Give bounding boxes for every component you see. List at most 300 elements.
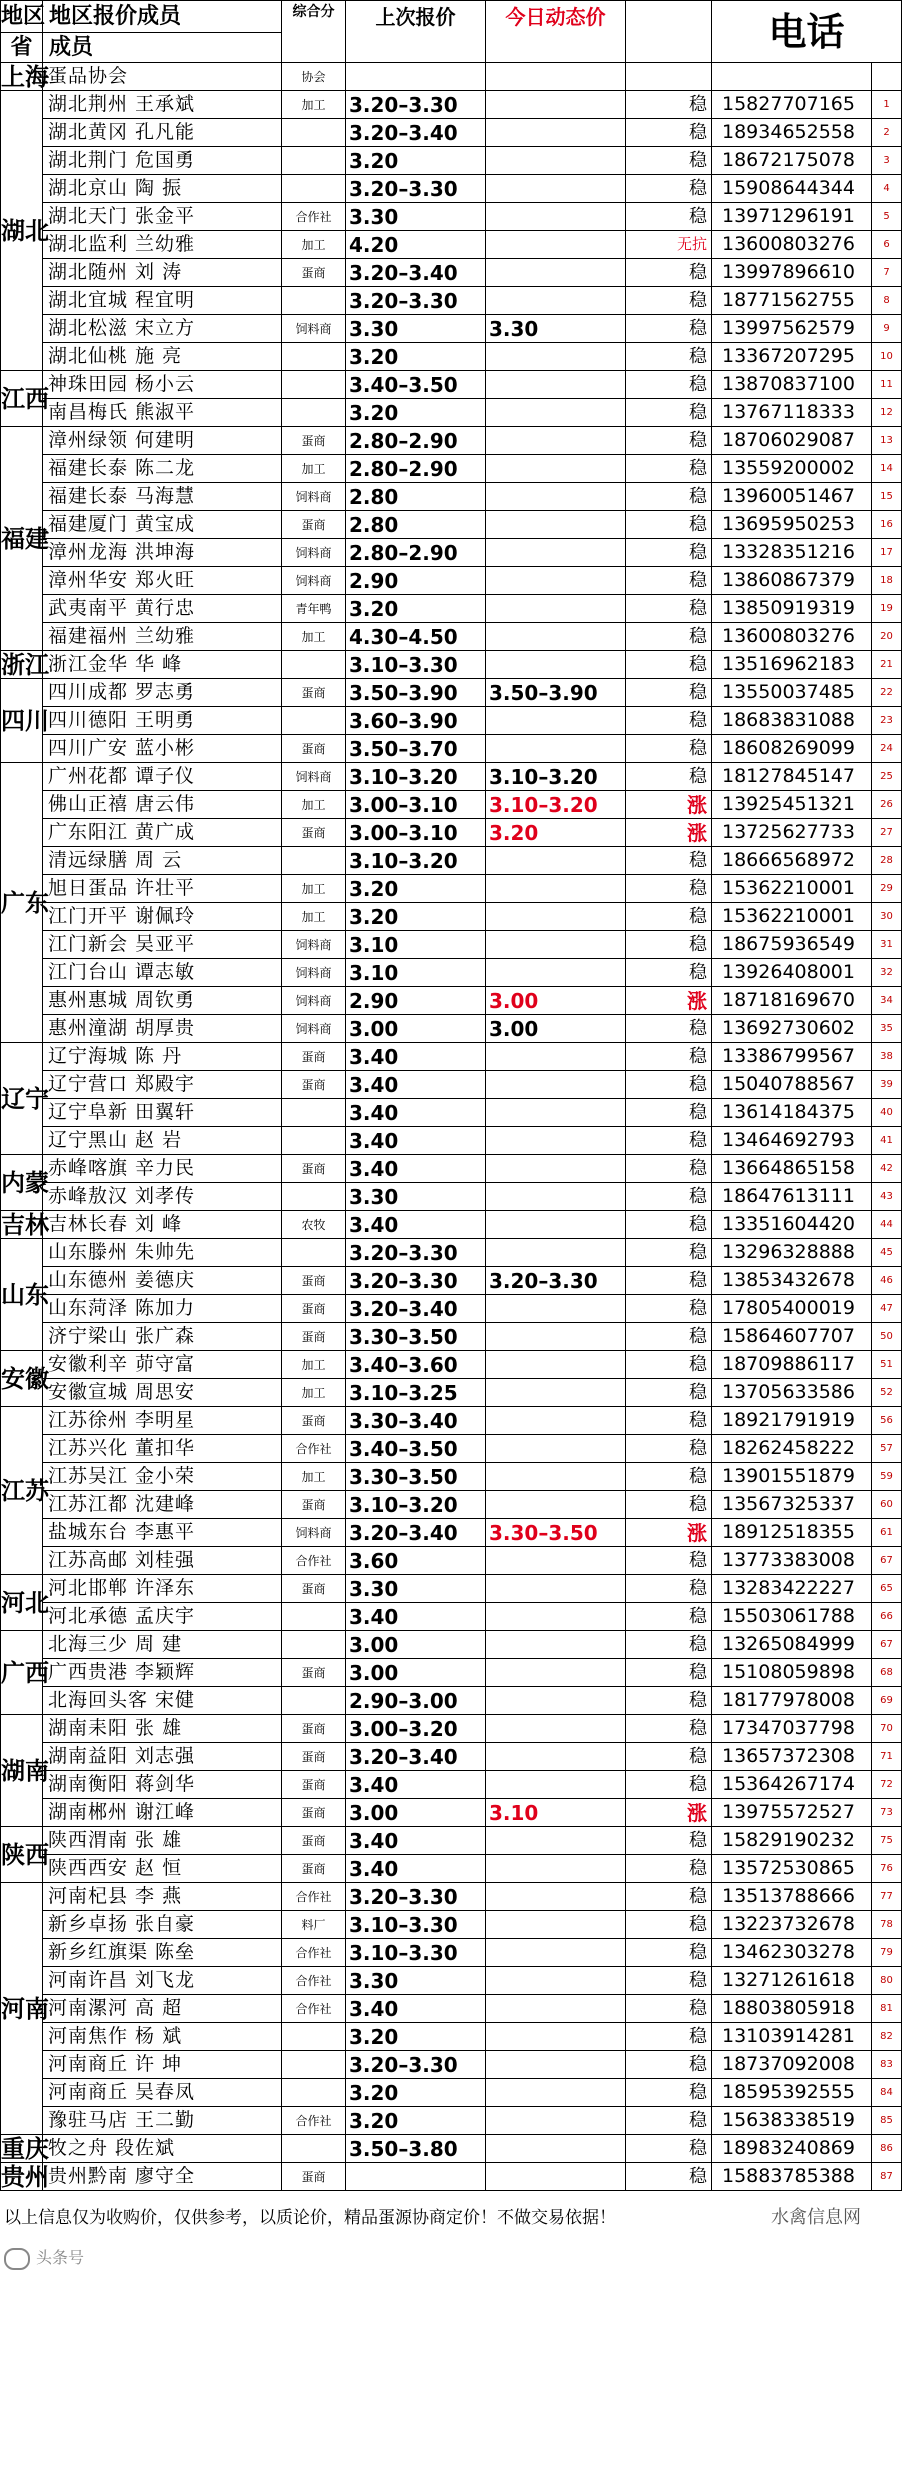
member-name: 山东德州 姜德庆 bbox=[43, 1267, 282, 1295]
table-row bbox=[1, 91, 902, 119]
member-number: 28 bbox=[872, 847, 902, 875]
trend-cell: 稳 bbox=[626, 2051, 712, 2079]
member-number: 8 bbox=[872, 287, 902, 315]
last-price: 3.40 bbox=[346, 1855, 486, 1883]
member-type: 农牧 bbox=[282, 1211, 346, 1239]
member-type: 饲料商 bbox=[282, 315, 346, 343]
member-type: 加工 bbox=[282, 903, 346, 931]
province-cell: 陕西 bbox=[1, 1827, 43, 1883]
last-price: 3.20 bbox=[346, 147, 486, 175]
member-type: 蛋商 bbox=[282, 819, 346, 847]
member-type bbox=[282, 1603, 346, 1631]
member-type: 蛋商 bbox=[282, 1323, 346, 1351]
member-name: 南昌梅氏 熊淑平 bbox=[43, 399, 282, 427]
member-name: 江苏江都 沈建峰 bbox=[43, 1491, 282, 1519]
last-price: 3.10–3.25 bbox=[346, 1379, 486, 1407]
trend-cell: 稳 bbox=[626, 1267, 712, 1295]
last-price: 3.30 bbox=[346, 1575, 486, 1603]
today-price bbox=[486, 2079, 626, 2107]
member-number: 10 bbox=[872, 343, 902, 371]
trend-cell: 稳 bbox=[626, 315, 712, 343]
member-name: 济宁梁山 张广森 bbox=[43, 1323, 282, 1351]
table-row bbox=[1, 315, 902, 343]
last-price: 3.40 bbox=[346, 1995, 486, 2023]
province-cell: 河南 bbox=[1, 1883, 43, 2135]
member-name: 北海三少 周 建 bbox=[43, 1631, 282, 1659]
today-price: 3.10–3.20 bbox=[486, 763, 626, 791]
last-price: 3.40 bbox=[346, 1071, 486, 1099]
table-row bbox=[1, 1267, 902, 1295]
today-price bbox=[486, 2135, 626, 2163]
member-name: 山东菏泽 陈加力 bbox=[43, 1295, 282, 1323]
today-price bbox=[486, 1911, 626, 1939]
member-number: 7 bbox=[872, 259, 902, 287]
member-name: 江门开平 谢佩玲 bbox=[43, 903, 282, 931]
phone-number: 15638338519 bbox=[712, 2107, 872, 2135]
table-row bbox=[1, 1435, 902, 1463]
member-type bbox=[282, 343, 346, 371]
trend-cell: 稳 bbox=[626, 1827, 712, 1855]
member-type: 合作社 bbox=[282, 1995, 346, 2023]
today-price bbox=[486, 707, 626, 735]
table-row bbox=[1, 735, 902, 763]
member-name: 北海回头客 宋健 bbox=[43, 1687, 282, 1715]
member-name: 湖北宜城 程宜明 bbox=[43, 287, 282, 315]
today-price bbox=[486, 1239, 626, 1267]
member-number: 66 bbox=[872, 1603, 902, 1631]
phone-number: 15827707165 bbox=[712, 91, 872, 119]
member-type: 合作社 bbox=[282, 1547, 346, 1575]
trend-cell: 稳 bbox=[626, 539, 712, 567]
today-price bbox=[486, 931, 626, 959]
table-row bbox=[1, 595, 902, 623]
member-name: 赤峰喀旗 辛力民 bbox=[43, 1155, 282, 1183]
table-row bbox=[1, 2163, 902, 2191]
province-cell: 江苏 bbox=[1, 1407, 43, 1575]
last-price: 3.40 bbox=[346, 1127, 486, 1155]
phone-number: 13850919319 bbox=[712, 595, 872, 623]
today-price bbox=[486, 539, 626, 567]
table-row bbox=[1, 1967, 902, 1995]
header-today-price: 今日动态价 bbox=[486, 1, 626, 63]
member-number: 41 bbox=[872, 1127, 902, 1155]
phone-number: 13559200002 bbox=[712, 455, 872, 483]
phone-number: 13860867379 bbox=[712, 567, 872, 595]
trend-cell: 稳 bbox=[626, 399, 712, 427]
member-type: 协会 bbox=[282, 63, 346, 91]
phone-number: 18666568972 bbox=[712, 847, 872, 875]
trend-cell: 稳 bbox=[626, 1855, 712, 1883]
member-type: 蛋商 bbox=[282, 1491, 346, 1519]
table-row bbox=[1, 903, 902, 931]
last-price: 2.80 bbox=[346, 483, 486, 511]
today-price bbox=[486, 903, 626, 931]
today-price bbox=[486, 1631, 626, 1659]
phone-number: 15829190232 bbox=[712, 1827, 872, 1855]
phone-number: 13600803276 bbox=[712, 231, 872, 259]
phone-number: 13103914281 bbox=[712, 2023, 872, 2051]
today-price bbox=[486, 511, 626, 539]
member-type: 合作社 bbox=[282, 1967, 346, 1995]
table-row bbox=[1, 511, 902, 539]
trend-cell: 稳 bbox=[626, 1687, 712, 1715]
table-row bbox=[1, 203, 902, 231]
today-price bbox=[486, 735, 626, 763]
phone-number: 17805400019 bbox=[712, 1295, 872, 1323]
table-row bbox=[1, 567, 902, 595]
phone-number: 15864607707 bbox=[712, 1323, 872, 1351]
member-type: 蛋商 bbox=[282, 1771, 346, 1799]
header-member-group: 地区报价成员 bbox=[43, 1, 282, 33]
today-price bbox=[486, 2107, 626, 2135]
member-number: 81 bbox=[872, 1995, 902, 2023]
phone-number: 13464692793 bbox=[712, 1127, 872, 1155]
province-cell: 辽宁 bbox=[1, 1043, 43, 1155]
last-price: 3.10–3.30 bbox=[346, 1939, 486, 1967]
member-name: 漳州龙海 洪坤海 bbox=[43, 539, 282, 567]
member-type bbox=[282, 1127, 346, 1155]
today-price bbox=[486, 1687, 626, 1715]
member-name: 盐城东台 李惠平 bbox=[43, 1519, 282, 1547]
member-name: 浙江金华 华 峰 bbox=[43, 651, 282, 679]
trend-cell bbox=[626, 63, 712, 91]
today-price bbox=[486, 455, 626, 483]
member-name: 惠州潼湖 胡厚贵 bbox=[43, 1015, 282, 1043]
last-price: 3.20–3.40 bbox=[346, 259, 486, 287]
table-row bbox=[1, 2023, 902, 2051]
member-name: 湖北荆州 王承斌 bbox=[43, 91, 282, 119]
last-price: 3.50–3.80 bbox=[346, 2135, 486, 2163]
last-price: 3.00 bbox=[346, 1015, 486, 1043]
member-type: 料厂 bbox=[282, 1911, 346, 1939]
member-number: 17 bbox=[872, 539, 902, 567]
phone-number: 18718169670 bbox=[712, 987, 872, 1015]
member-number: 2 bbox=[872, 119, 902, 147]
member-name: 山东滕州 朱帅先 bbox=[43, 1239, 282, 1267]
trend-cell: 稳 bbox=[626, 707, 712, 735]
member-type: 加工 bbox=[282, 791, 346, 819]
member-number: 24 bbox=[872, 735, 902, 763]
member-name: 河北邯郸 许泽东 bbox=[43, 1575, 282, 1603]
member-number: 32 bbox=[872, 959, 902, 987]
phone-number: 13870837100 bbox=[712, 371, 872, 399]
phone-number bbox=[712, 63, 872, 91]
last-price: 2.80–2.90 bbox=[346, 455, 486, 483]
member-type: 合作社 bbox=[282, 1939, 346, 1967]
today-price bbox=[486, 1575, 626, 1603]
member-type: 饲料商 bbox=[282, 987, 346, 1015]
phone-number: 13925451321 bbox=[712, 791, 872, 819]
phone-number: 15362210001 bbox=[712, 903, 872, 931]
member-name: 河南许昌 刘飞龙 bbox=[43, 1967, 282, 1995]
member-number: 39 bbox=[872, 1071, 902, 1099]
today-price: 3.00 bbox=[486, 987, 626, 1015]
member-number: 80 bbox=[872, 1967, 902, 1995]
today-price: 3.50–3.90 bbox=[486, 679, 626, 707]
member-type bbox=[282, 707, 346, 735]
last-price: 3.10–3.30 bbox=[346, 651, 486, 679]
table-row bbox=[1, 1491, 902, 1519]
last-price: 3.40–3.60 bbox=[346, 1351, 486, 1379]
table-row bbox=[1, 1043, 902, 1071]
member-name: 河南杞县 李 燕 bbox=[43, 1883, 282, 1911]
watermark-logo-icon bbox=[4, 2248, 30, 2270]
table-row bbox=[1, 231, 902, 259]
phone-number: 13695950253 bbox=[712, 511, 872, 539]
phone-number: 13926408001 bbox=[712, 959, 872, 987]
last-price: 3.20 bbox=[346, 2107, 486, 2135]
trend-cell: 稳 bbox=[626, 1351, 712, 1379]
table-row bbox=[1, 287, 902, 315]
today-price bbox=[486, 147, 626, 175]
table-row bbox=[1, 1351, 902, 1379]
member-name: 惠州惠城 周钦勇 bbox=[43, 987, 282, 1015]
trend-cell: 稳 bbox=[626, 287, 712, 315]
member-number: 46 bbox=[872, 1267, 902, 1295]
member-name: 赤峰敖汉 刘孝传 bbox=[43, 1183, 282, 1211]
member-name: 福建长泰 马海慧 bbox=[43, 483, 282, 511]
last-price bbox=[346, 2163, 486, 2191]
member-number: 67 bbox=[872, 1631, 902, 1659]
last-price: 3.40 bbox=[346, 1099, 486, 1127]
last-price: 3.30 bbox=[346, 1967, 486, 1995]
table-row bbox=[1, 371, 902, 399]
today-price bbox=[486, 1435, 626, 1463]
member-number: 16 bbox=[872, 511, 902, 539]
last-price: 3.20–3.40 bbox=[346, 119, 486, 147]
phone-number: 13975572527 bbox=[712, 1799, 872, 1827]
today-price bbox=[486, 483, 626, 511]
phone-number: 15040788567 bbox=[712, 1071, 872, 1099]
member-type: 饲料商 bbox=[282, 959, 346, 987]
today-price: 3.10 bbox=[486, 1799, 626, 1827]
table-row bbox=[1, 1155, 902, 1183]
member-name: 四川成都 罗志勇 bbox=[43, 679, 282, 707]
member-name: 广东阳江 黄广成 bbox=[43, 819, 282, 847]
today-price bbox=[486, 287, 626, 315]
member-number: 19 bbox=[872, 595, 902, 623]
today-price bbox=[486, 623, 626, 651]
member-number: 73 bbox=[872, 1799, 902, 1827]
member-number: 23 bbox=[872, 707, 902, 735]
trend-cell: 稳 bbox=[626, 2135, 712, 2163]
member-type: 加工 bbox=[282, 1463, 346, 1491]
today-price bbox=[486, 427, 626, 455]
member-name: 佛山正禧 唐云伟 bbox=[43, 791, 282, 819]
phone-number: 18683831088 bbox=[712, 707, 872, 735]
member-name: 辽宁阜新 田翼轩 bbox=[43, 1099, 282, 1127]
table-row bbox=[1, 623, 902, 651]
member-number: 86 bbox=[872, 2135, 902, 2163]
table-row bbox=[1, 1743, 902, 1771]
phone-number: 13853432678 bbox=[712, 1267, 872, 1295]
member-name: 湖南益阳 刘志强 bbox=[43, 1743, 282, 1771]
today-price: 3.00 bbox=[486, 1015, 626, 1043]
last-price: 3.20–3.30 bbox=[346, 1239, 486, 1267]
trend-cell: 稳 bbox=[626, 1127, 712, 1155]
member-type bbox=[282, 119, 346, 147]
member-number: 69 bbox=[872, 1687, 902, 1715]
member-number: 29 bbox=[872, 875, 902, 903]
phone-number: 18672175078 bbox=[712, 147, 872, 175]
trend-cell: 稳 bbox=[626, 595, 712, 623]
phone-number: 13767118333 bbox=[712, 399, 872, 427]
last-price bbox=[346, 63, 486, 91]
table-row bbox=[1, 987, 902, 1015]
phone-number: 15362210001 bbox=[712, 875, 872, 903]
member-number: 12 bbox=[872, 399, 902, 427]
last-price: 3.40 bbox=[346, 1155, 486, 1183]
last-price: 3.40–3.50 bbox=[346, 371, 486, 399]
trend-cell: 稳 bbox=[626, 1463, 712, 1491]
province-cell: 贵州 bbox=[1, 2161, 49, 2191]
member-name: 神珠田园 杨小云 bbox=[43, 371, 282, 399]
table-row bbox=[1, 1519, 902, 1547]
today-price bbox=[486, 1771, 626, 1799]
trend-cell: 稳 bbox=[626, 1575, 712, 1603]
table-row bbox=[1, 1715, 902, 1743]
trend-cell: 稳 bbox=[626, 1071, 712, 1099]
trend-cell: 稳 bbox=[626, 1911, 712, 1939]
phone-number: 15503061788 bbox=[712, 1603, 872, 1631]
header-last-price: 上次报价 bbox=[346, 1, 486, 63]
member-name: 河南商丘 许 坤 bbox=[43, 2051, 282, 2079]
trend-cell: 稳 bbox=[626, 483, 712, 511]
last-price: 3.50–3.90 bbox=[346, 679, 486, 707]
table-row bbox=[1, 875, 902, 903]
member-type: 合作社 bbox=[282, 2107, 346, 2135]
member-number: 50 bbox=[872, 1323, 902, 1351]
phone-number: 13773383008 bbox=[712, 1547, 872, 1575]
phone-number: 18595392555 bbox=[712, 2079, 872, 2107]
trend-cell: 稳 bbox=[626, 931, 712, 959]
trend-cell: 稳 bbox=[626, 147, 712, 175]
member-type: 饲料商 bbox=[282, 1015, 346, 1043]
trend-cell: 稳 bbox=[626, 2023, 712, 2051]
last-price: 3.30 bbox=[346, 1183, 486, 1211]
today-price bbox=[486, 1351, 626, 1379]
member-number: 35 bbox=[872, 1015, 902, 1043]
phone-number: 15108059898 bbox=[712, 1659, 872, 1687]
table-row bbox=[1, 1995, 902, 2023]
table-row bbox=[1, 1911, 902, 1939]
header-score: 综合分 bbox=[282, 1, 346, 63]
member-number: 76 bbox=[872, 1855, 902, 1883]
member-number: 59 bbox=[872, 1463, 902, 1491]
member-name: 辽宁营口 郑殿宇 bbox=[43, 1071, 282, 1099]
phone-number: 13692730602 bbox=[712, 1015, 872, 1043]
member-type: 蛋商 bbox=[282, 1071, 346, 1099]
member-type: 合作社 bbox=[282, 1883, 346, 1911]
province-cell: 浙江 bbox=[1, 649, 49, 679]
last-price: 3.40 bbox=[346, 1827, 486, 1855]
last-price: 3.20 bbox=[346, 903, 486, 931]
today-price bbox=[486, 63, 626, 91]
member-name: 陕西渭南 张 雄 bbox=[43, 1827, 282, 1855]
member-number: 67 bbox=[872, 1547, 902, 1575]
table-row bbox=[1, 399, 902, 427]
province-cell: 广东 bbox=[1, 763, 43, 1043]
last-price: 3.60 bbox=[346, 1547, 486, 1575]
member-number: 60 bbox=[872, 1491, 902, 1519]
province-cell: 重庆 bbox=[1, 2133, 49, 2163]
member-type: 蛋商 bbox=[282, 1799, 346, 1827]
member-type: 蛋商 bbox=[282, 735, 346, 763]
member-number: 61 bbox=[872, 1519, 902, 1547]
member-type: 蛋商 bbox=[282, 1407, 346, 1435]
province-cell: 湖南 bbox=[1, 1715, 43, 1827]
phone-number: 18983240869 bbox=[712, 2135, 872, 2163]
table-row bbox=[1, 2107, 902, 2135]
trend-cell: 稳 bbox=[626, 1435, 712, 1463]
member-name: 湖北仙桃 施 亮 bbox=[43, 343, 282, 371]
province-cell: 江西 bbox=[1, 371, 43, 427]
table-row bbox=[1, 259, 902, 287]
member-number: 70 bbox=[872, 1715, 902, 1743]
phone-number: 13705633586 bbox=[712, 1379, 872, 1407]
member-type: 蛋商 bbox=[282, 1715, 346, 1743]
today-price bbox=[486, 1183, 626, 1211]
phone-number: 13614184375 bbox=[712, 1099, 872, 1127]
member-name: 湖南耒阳 张 雄 bbox=[43, 1715, 282, 1743]
member-name: 江苏兴化 董扣华 bbox=[43, 1435, 282, 1463]
today-price bbox=[486, 1715, 626, 1743]
member-number: 14 bbox=[872, 455, 902, 483]
today-price bbox=[486, 1659, 626, 1687]
phone-number: 18262458222 bbox=[712, 1435, 872, 1463]
trend-cell: 稳 bbox=[626, 847, 712, 875]
member-type bbox=[282, 2051, 346, 2079]
today-price: 3.10–3.20 bbox=[486, 791, 626, 819]
last-price: 3.30–3.40 bbox=[346, 1407, 486, 1435]
member-name: 福建长泰 陈二龙 bbox=[43, 455, 282, 483]
province-cell: 福建 bbox=[1, 427, 43, 651]
trend-cell: 稳 bbox=[626, 2163, 712, 2191]
footer bbox=[0, 2193, 901, 2279]
table-row bbox=[1, 931, 902, 959]
member-number: 31 bbox=[872, 931, 902, 959]
table-row bbox=[1, 1239, 902, 1267]
member-type: 饲料商 bbox=[282, 931, 346, 959]
member-type bbox=[282, 2023, 346, 2051]
table-row bbox=[1, 1071, 902, 1099]
last-price: 3.20 bbox=[346, 399, 486, 427]
member-type: 加工 bbox=[282, 91, 346, 119]
last-price: 3.60–3.90 bbox=[346, 707, 486, 735]
trend-cell: 稳 bbox=[626, 1659, 712, 1687]
phone-number: 13462303278 bbox=[712, 1939, 872, 1967]
last-price: 3.40 bbox=[346, 1211, 486, 1239]
header-member: 成员 bbox=[43, 33, 282, 63]
table-row bbox=[1, 1687, 902, 1715]
last-price: 2.80–2.90 bbox=[346, 427, 486, 455]
today-price bbox=[486, 1099, 626, 1127]
phone-number: 13386799567 bbox=[712, 1043, 872, 1071]
trend-cell: 稳 bbox=[626, 623, 712, 651]
phone-number: 13971296191 bbox=[712, 203, 872, 231]
member-number: 71 bbox=[872, 1743, 902, 1771]
member-type: 蛋商 bbox=[282, 1155, 346, 1183]
member-name: 漳州华安 郑火旺 bbox=[43, 567, 282, 595]
phone-number: 13572530865 bbox=[712, 1855, 872, 1883]
table-row bbox=[1, 1631, 902, 1659]
trend-cell: 稳 bbox=[626, 1491, 712, 1519]
phone-number: 18127845147 bbox=[712, 763, 872, 791]
trend-cell: 稳 bbox=[626, 679, 712, 707]
member-type bbox=[282, 399, 346, 427]
today-price bbox=[486, 203, 626, 231]
member-name: 福建福州 兰幼雅 bbox=[43, 623, 282, 651]
